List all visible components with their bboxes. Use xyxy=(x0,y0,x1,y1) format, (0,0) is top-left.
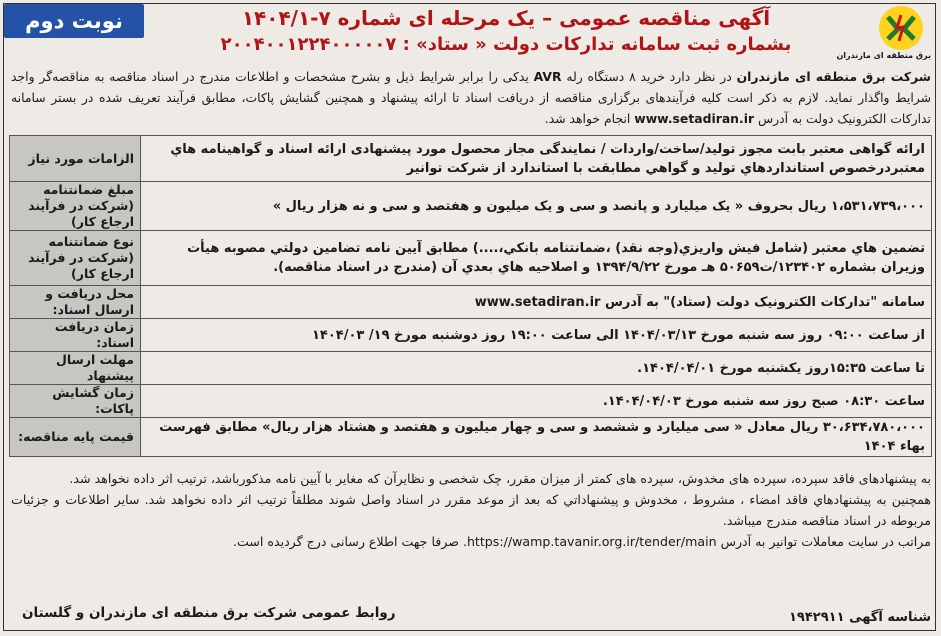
intro-paragraph xyxy=(11,66,931,129)
notice-title: آگهی مناقصه عمومی – یک مرحله ای شماره ۷-۱۴۰۴/۱ xyxy=(241,6,771,30)
table-row xyxy=(10,182,932,231)
table-cell-value: تضمين هاي معتبر (شامل فيش واريزي(وجه نقد) ،ضمانتنامه بانکي،....) مطابق آيين نامه تضامين دولتي مصوبه هيأت وزيران بشماره ۱۲۳۴۰۲/ت۵۰۶۵۹ هـ مورخ ۱۳۹۴/۹/۲۲ و اصلاحيه هاي بعدي آن (مندرج در اسناد مناقصه). xyxy=(141,231,932,286)
table-cell-value: ساعت ۰۸:۳۰ صبح روز سه شنبه مورخ ۱۴۰۴/۰۴/۰۳. xyxy=(141,385,932,418)
note-deposit: به پیشنهادهای فاقد سپرده، سپرده های مخدوش، سپرده های کمتر از میزان مقرر، چک شخصی و نظایرآن که مغایر با آیین نامه مذکورباشد، ترتیب اثر داده نخواهد شد. xyxy=(69,471,931,486)
setad-registration-number: بشماره ثبت سامانه تدارکات دولت « ستاد» : ۲۰۰۴۰۰۱۲۲۴۰۰۰۰۰۷ xyxy=(220,34,792,55)
table-row xyxy=(10,385,932,418)
logo-icon xyxy=(879,6,923,50)
notes-section xyxy=(11,468,931,552)
setad-url: www.setadiran.ir xyxy=(634,111,755,126)
logo-caption: برق منطقه ای مازندران xyxy=(836,51,931,60)
table-cell-label: قیمت پایه مناقصه: xyxy=(10,418,141,457)
table-cell-label: مبلغ ضمانتنامه (شرکت در فرآیند ارجاع کار) xyxy=(10,182,141,231)
table-cell-label: الزامات مورد نیاز xyxy=(10,136,141,182)
table-cell-label: مهلت ارسال پیشنهاد xyxy=(10,352,141,385)
table-row xyxy=(10,418,932,457)
table-row xyxy=(10,352,932,385)
table-row xyxy=(10,319,932,352)
intro-text-2: یدکی را برابر شرایط ذیل و بشرح مشخصات و اطلاعات مندرج در اسناد مناقصه به مناقصه‌گر واجد شرایط واگذار نماید. لازم به ذکر است کلیه فرآیندهای برگزاری مناقصه از دریافت اسناد تا ارائه پیشنهاد و همچنین گشایش پاکات، مطابق فرآیند تعریف شده در بستر سامانه تدارکات الکترونیک دولت به آدرس xyxy=(11,69,931,126)
table-cell-label: محل دریافت و ارسال اسناد: xyxy=(10,286,141,319)
table-cell-value: سامانه "تدارکات الکترونیک دولت (ستاد)" به آدرس www.setadiran.ir xyxy=(141,286,932,319)
note-tavanir-site: مراتب در سایت معاملات توانیر به آدرس https://wamp.tavanir.org.ir/tender/main. صرفا جهت اطلاع رسانی درج گردیده است. xyxy=(232,534,931,549)
table-cell-value: تا ساعت ۱۵:۳۵روز یکشنبه مورخ ۱۴۰۴/۰۴/۰۱. xyxy=(141,352,932,385)
table-cell-label: زمان گشایش پاکات: xyxy=(10,385,141,418)
table-cell-value: ۳۰،۶۳۴،۷۸۰،۰۰۰ ریال معادل « سی میلیارد و ششصد و سی و چهار میلیون و هفتصد و هشتاد هزار ریال» مطابق فهرست بهاء ۱۴۰۴ xyxy=(141,418,932,457)
company-name: شرکت برق منطقه ای مازندران xyxy=(736,69,931,84)
table-cell-value: ۱،۵۳۱،۷۳۹،۰۰۰ ریال بحروف « یک میلیارد و پانصد و سی و یک میلیون و هفتصد و سی و نه هزار ریال » xyxy=(141,182,932,231)
second-round-badge: نوبت دوم xyxy=(4,4,144,38)
note-invalid-bids: همچنین به پیشنهادهاي فاقد امضاء ، مشروط ، مخدوش و پیشنهاداتي که بعد از موعد مقرر در اسناد واصل شوند مطلقاً ترتيب اثر داده نخواهد شد. سایر اطلاعات و جزئیات مربوطه در اسناد مناقصه مندرج میباشد. xyxy=(11,492,931,528)
table-row xyxy=(10,136,932,182)
intro-text-1: در نظر دارد خرید ۸ دستگاه رله xyxy=(561,69,737,84)
intro-text-3: انجام خواهد شد. xyxy=(544,111,635,126)
public-relations-signature: روابط عمومی شرکت برق منطقه ای مازندران و گلستان xyxy=(22,605,396,621)
avr-label: AVR xyxy=(533,69,562,84)
table-cell-value: ارائه گواهی معتبر بابت مجوز تولید/ساخت/واردات / نمایندگی مجاز محصول مورد پیشنهادی ارائه اسناد و گواهینامه هاي معتبردرخصوص استانداردهاي توليد و گواهي مطابقت با استاندارد از شرکت توانیر xyxy=(141,136,932,182)
header xyxy=(0,0,941,62)
table-cell-value: از ساعت ۰۹:۰۰ روز سه شنبه مورخ ۱۴۰۴/۰۳/۱۳ الی ساعت ۱۹:۰۰ روز دوشنبه مورخ ۱۹/ ۱۴۰۴/۰۳ xyxy=(141,319,932,352)
table-cell-label: نوع ضمانتنامه (شرکت در فرآیند ارجاع کار) xyxy=(10,231,141,286)
company-logo xyxy=(836,6,931,66)
tender-details-table xyxy=(9,135,932,457)
ad-id: شناسه آگهی ۱۹۴۲۹۱۱ xyxy=(789,610,931,625)
table-row xyxy=(10,286,932,319)
table-cell-label: زمان دریافت اسناد: xyxy=(10,319,141,352)
table-row xyxy=(10,231,932,286)
